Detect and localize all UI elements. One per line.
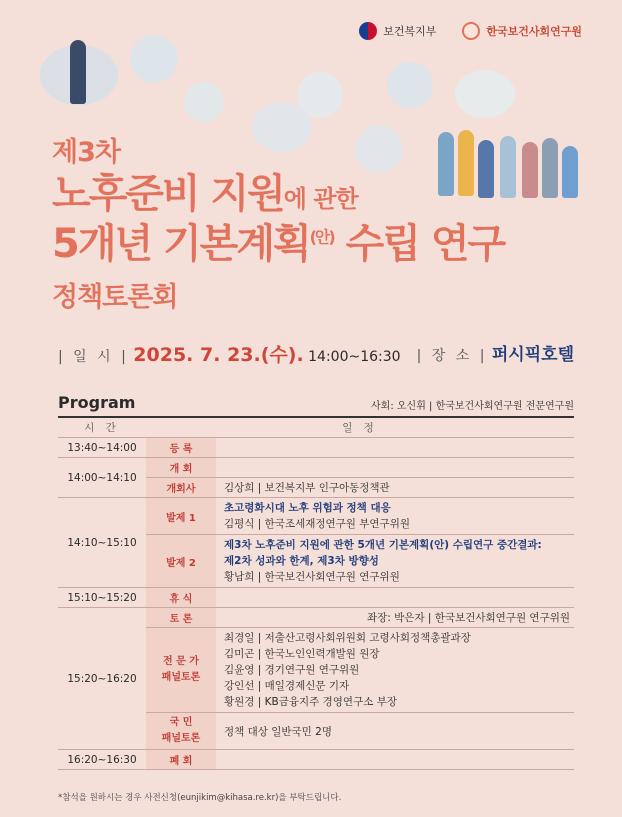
table-row: 국 민 패널토론 정책 대상 일반국민 2명	[58, 713, 574, 750]
presentation-1-speaker: 김평식 | 한국조세재정연구원 부연구위원	[224, 518, 410, 530]
presentation-2-speaker: 황남희 | 한국보건사회연구원 연구위원	[224, 571, 400, 583]
table-row: 개회사 김상희 | 보건복지부 인구아동정책관	[58, 478, 574, 498]
event-info	[58, 340, 574, 367]
table-row: 13:40~14:00 등 록	[58, 438, 574, 458]
title-subtitle: 정책토론회	[52, 282, 178, 313]
institute-name: 한국보건사회연구원	[486, 25, 582, 38]
program-title: Program	[58, 393, 136, 412]
presentation-1-topic: 초고령화시대 노후 위험과 정책 대응	[224, 502, 391, 514]
program-table	[58, 418, 574, 770]
illustration-worker-bubble	[130, 35, 178, 83]
ministry-name: 보건복지부	[383, 25, 437, 38]
program-header	[58, 393, 574, 418]
table-row: 발제 2 제3차 노후준비 지원에 관한 5개년 기본계획(안) 수립연구 중간결과: 제2차 성과와 한계, 제3차 방향성 황남희 | 한국보건사회연구원 연구위원	[58, 535, 574, 588]
title-edition: 제3차	[52, 137, 120, 168]
institute-logo	[462, 22, 582, 40]
col-schedule: 일 정	[146, 418, 574, 438]
logo-bar	[359, 22, 582, 40]
illustration-gym-bubble	[184, 82, 224, 122]
registration-note: *참석을 원하시는 경우 사전신청(eunjikim@kihasa.re.kr)을 부탁드립니다.	[58, 793, 342, 803]
presentation-2-topic: 제3차 노후준비 지원에 관한 5개년 기본계획(안) 수립연구 중간결과:	[224, 539, 542, 551]
title-line-3: 5개년 기본계획$^{(안)}$ 수립 연구	[52, 221, 505, 267]
program-host: 사회: 오신휘 | 한국보건사회연구원 전문연구원	[371, 401, 574, 412]
event-venue: 퍼시픽호텔	[491, 345, 574, 365]
table-row: 15:20~16:20 토 론 좌장: 박은자 | 한국보건사회연구원 연구위원	[58, 608, 574, 628]
venue-info: | 장 소 | 퍼시픽호텔	[416, 345, 574, 365]
discussion-chair: 좌장: 박은자 | 한국보건사회연구원 연구위원	[367, 612, 570, 624]
illustration-walk-bubble	[387, 62, 433, 108]
ministry-logo	[359, 22, 436, 40]
table-header	[58, 418, 574, 438]
col-time: 시 간	[58, 418, 146, 438]
illustration-man-suit	[70, 40, 86, 104]
illustration-leisure-bubble	[297, 72, 343, 118]
title-line-2: 노후준비 지원에 관한	[52, 171, 358, 217]
kihasa-emblem-icon	[462, 22, 480, 40]
table-row: 14:10~15:10 발제 1 초고령화시대 노후 위험과 정책 대응 김평식 | 한국조세재정연구원 부연구위원	[58, 498, 574, 535]
table-row: 16:20~16:30 폐 회	[58, 750, 574, 770]
table-row: 15:10~15:20 휴 식	[58, 588, 574, 608]
event-title	[52, 130, 504, 314]
event-time: 14:00~16:30	[308, 349, 401, 365]
event-date: 2025. 7. 23.(수).	[133, 344, 304, 366]
taegeuk-icon	[359, 22, 377, 40]
expert-panel-list: 최경일 | 저출산고령사회위원회 고령사회정책총괄과장 김미곤 | 한국노인인력개발원 원장 김윤영 | 경기연구원 연구위원 강인선 | 매일경제신문 기자 황원경 | KB금융지주 경영연구소 부장	[216, 628, 574, 713]
presentation-2-topic-cont: 제2차 성과와 한계, 제3차 방향성	[224, 555, 379, 567]
date-info: | 일 시 | 2025. 7. 23.(수). 14:00~16:30	[58, 344, 401, 366]
table-row: 14:00~14:10 개 회	[58, 458, 574, 478]
illustration-family-bubble	[455, 70, 515, 118]
table-row: 전 문 가 패널토론 최경일 | 저출산고령사회위원회 고령사회정책총괄과장 김미곤 | 한국노인인력개발원 원장 김윤영 | 경기연구원 연구위원 강인선 | 매일경제신문 기자 황원경 | KB금융지주 경영연구소 부장	[58, 628, 574, 713]
